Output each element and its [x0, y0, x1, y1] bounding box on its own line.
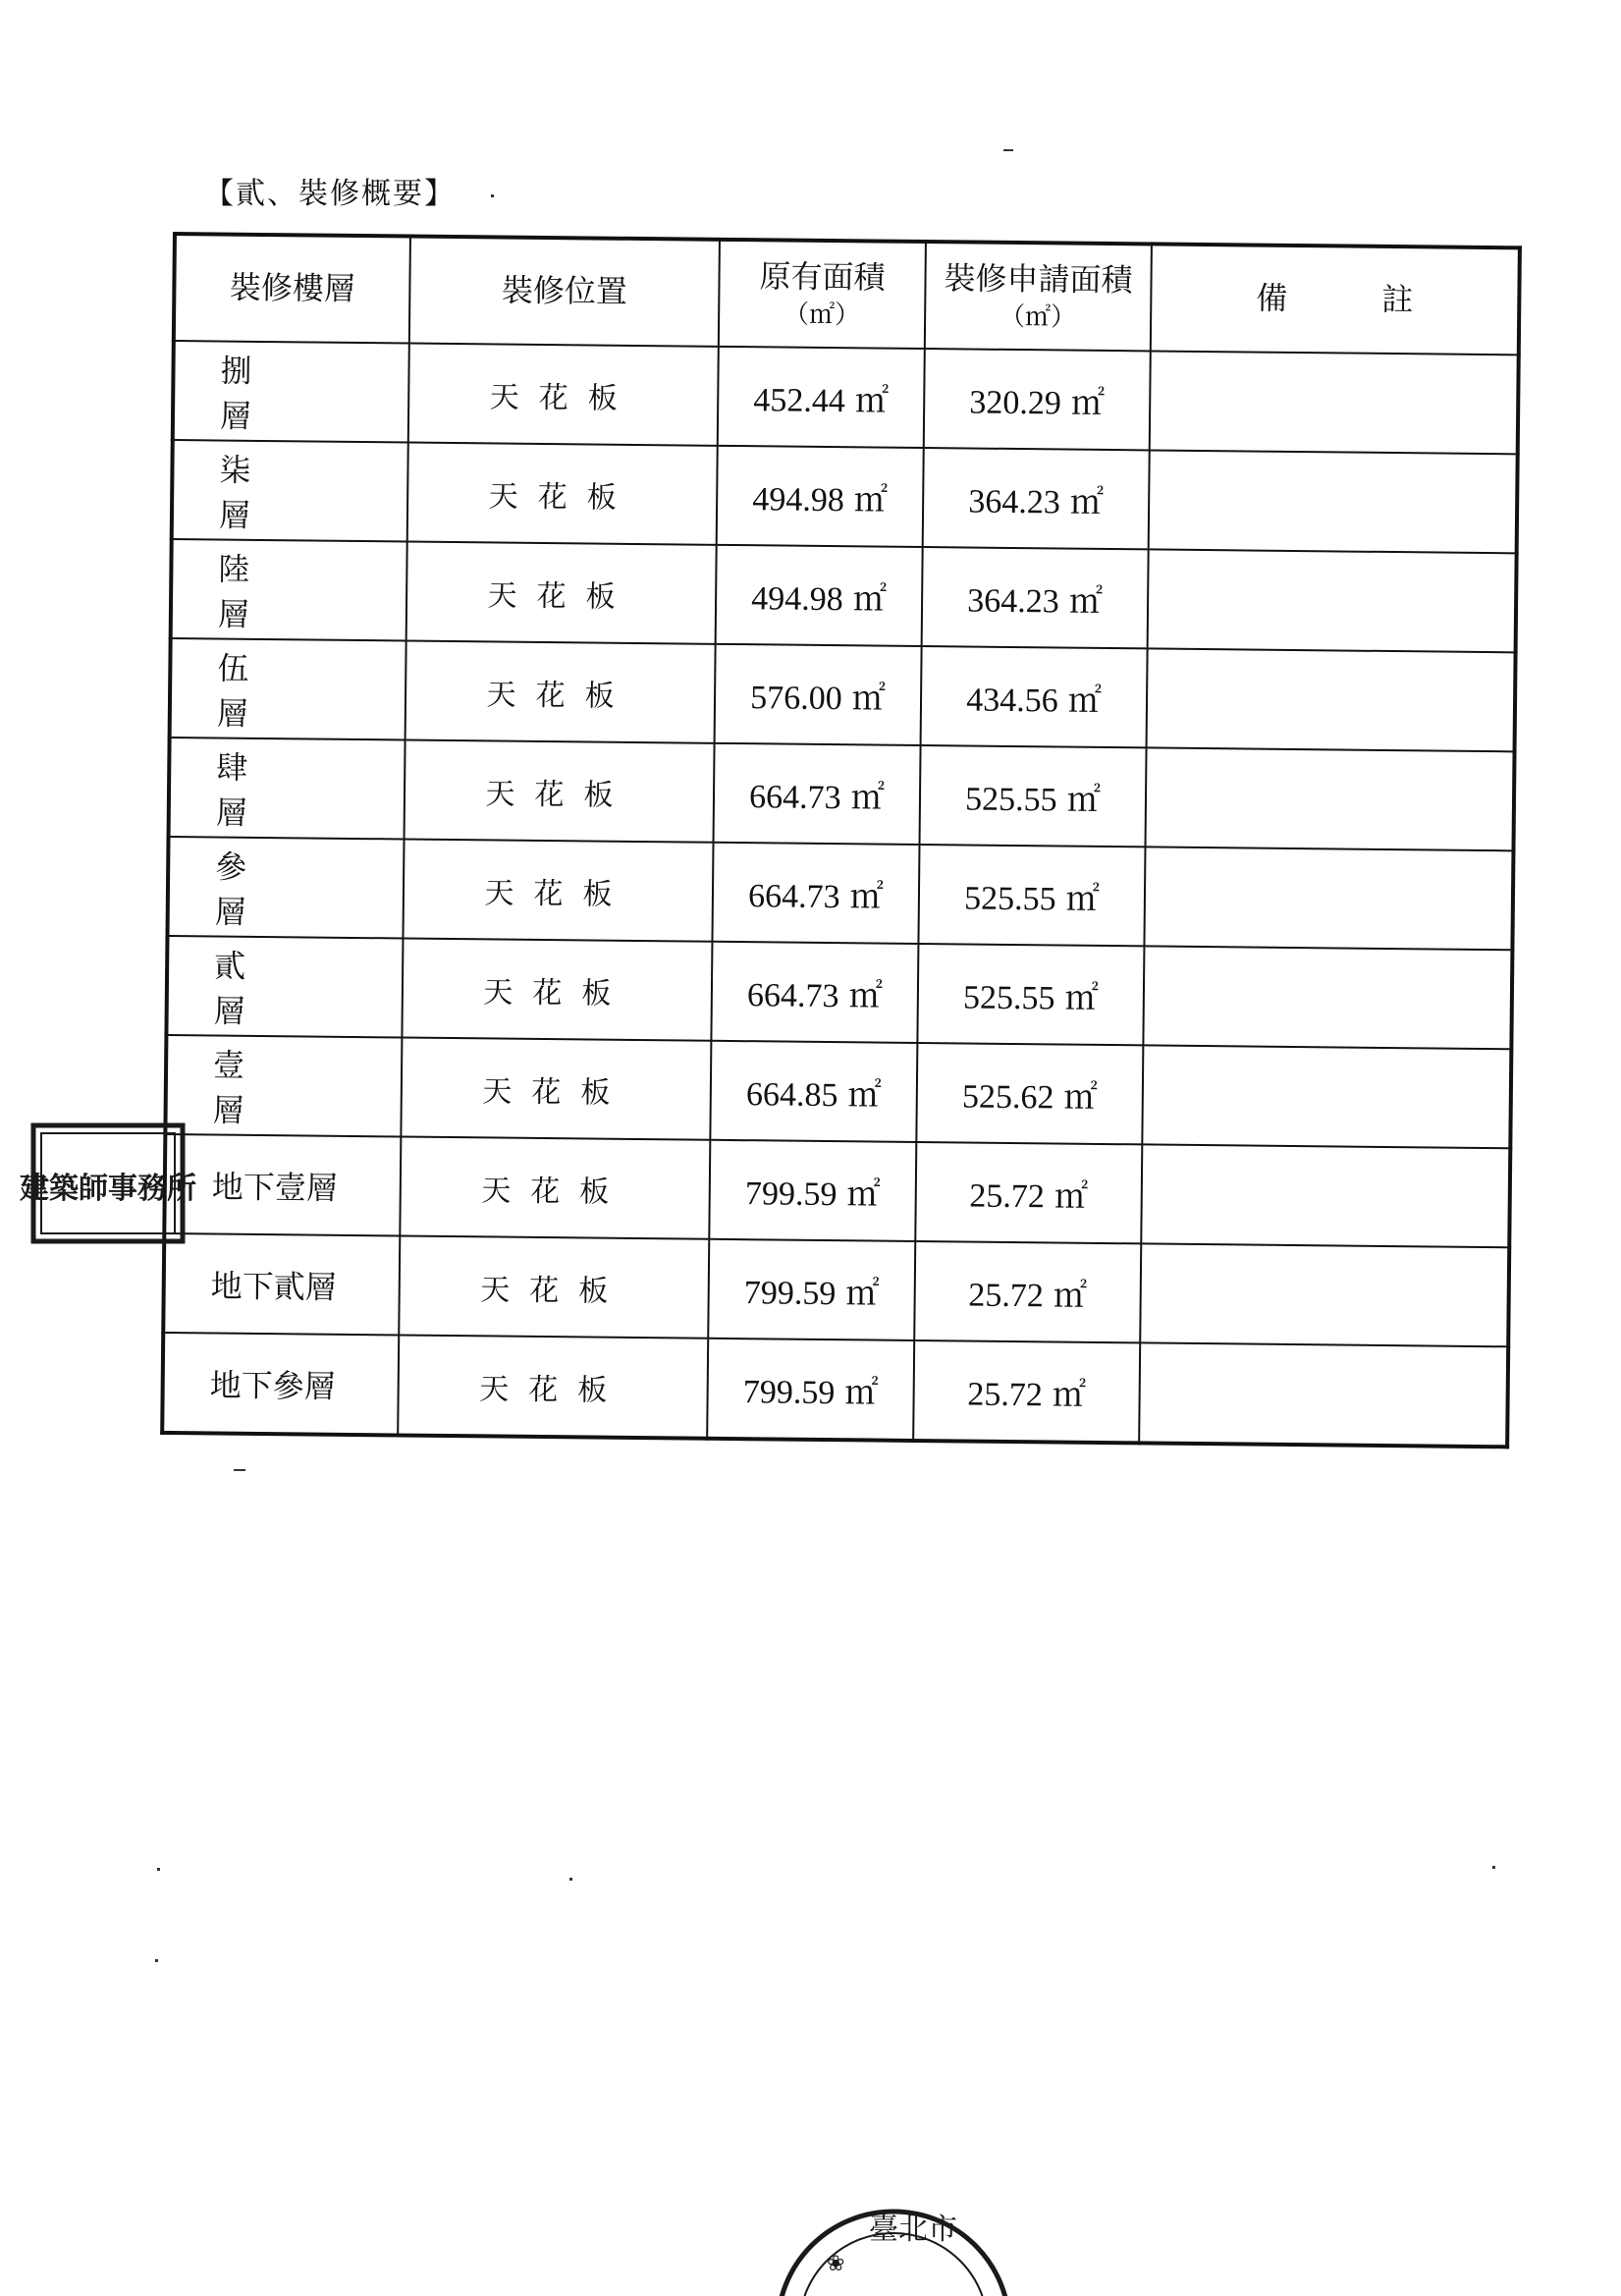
location-label: 天花板 — [482, 1073, 630, 1111]
applied-area-value: 525.55 — [962, 979, 1055, 1017]
floor-cell — [165, 1035, 402, 1137]
location-cell — [401, 1037, 711, 1139]
table-row — [165, 1035, 1511, 1148]
floor-label: 地下貳層 — [210, 1266, 337, 1306]
applied-area-value: 434.56 — [966, 682, 1058, 720]
remark-cell — [1145, 747, 1514, 850]
floor-label: 地下壹層 — [211, 1167, 339, 1207]
area-unit: ㎡ — [1066, 782, 1102, 819]
floor-cell — [173, 341, 409, 443]
floor-cell — [170, 638, 406, 740]
location-cell — [408, 344, 719, 446]
original-area-value: 664.73 — [747, 878, 840, 916]
floor-label: 地下參層 — [209, 1365, 336, 1405]
header-original-area — [719, 240, 926, 349]
original-area-value: 664.73 — [746, 977, 839, 1015]
floor-label: 肆層 — [215, 747, 358, 833]
remark-cell — [1141, 1144, 1510, 1247]
remark-cell — [1147, 648, 1516, 751]
area-unit: ㎡ — [1053, 1278, 1088, 1315]
location-label: 天花板 — [485, 776, 633, 813]
original-area-cell — [708, 1239, 915, 1340]
floor-cell — [171, 539, 407, 641]
remark-cell — [1139, 1342, 1508, 1447]
scan-speck — [1492, 1866, 1495, 1869]
table-row — [162, 1333, 1508, 1447]
area-unit: ㎡ — [845, 1276, 880, 1313]
header-applied-area-unit: （㎡） — [999, 301, 1077, 333]
scan-speck — [1003, 149, 1013, 151]
area-unit: ㎡ — [1067, 683, 1103, 720]
table-header-row — [174, 234, 1520, 355]
location-label: 天花板 — [486, 677, 634, 714]
svg-text:建築師事務所: 建築師事務所 — [20, 1172, 196, 1206]
table-row — [167, 837, 1513, 950]
applied-area-cell — [924, 349, 1151, 450]
applied-area-value: 525.62 — [961, 1078, 1054, 1117]
area-unit: ㎡ — [1068, 583, 1104, 621]
location-label: 天花板 — [487, 577, 635, 615]
original-area-cell — [714, 743, 921, 845]
header-remarks: 備 註 — [1151, 244, 1520, 355]
location-label: 天花板 — [484, 875, 632, 912]
location-cell — [399, 1235, 709, 1338]
table-row — [173, 341, 1519, 454]
original-area-value: 494.98 — [752, 481, 845, 519]
original-area-value: 799.59 — [744, 1175, 838, 1214]
city-seal-stamp — [766, 2180, 1021, 2296]
original-area-cell — [711, 942, 918, 1043]
header-applied-area-label: 裝修申請面積 — [944, 259, 1133, 300]
header-applied-area — [925, 242, 1152, 351]
area-unit: ㎡ — [846, 1176, 881, 1214]
floor-cell — [169, 738, 405, 840]
location-cell — [402, 938, 712, 1040]
remark-cell — [1143, 946, 1512, 1049]
area-unit: ㎡ — [848, 978, 883, 1015]
applied-area-cell — [914, 1241, 1141, 1342]
scan-speck — [569, 1878, 572, 1881]
area-unit: ㎡ — [1063, 1079, 1098, 1117]
area-unit: ㎡ — [1064, 980, 1099, 1017]
remark-cell — [1150, 351, 1519, 454]
applied-area-cell — [923, 448, 1150, 549]
table-row — [169, 738, 1515, 850]
applied-area-value: 320.29 — [969, 384, 1062, 422]
location-cell — [407, 443, 718, 545]
floor-label: 柒層 — [218, 451, 361, 535]
svg-text:臺北市: 臺北市 — [869, 2213, 957, 2247]
original-area-cell — [716, 545, 923, 646]
original-area-cell — [712, 843, 919, 944]
floor-cell — [163, 1233, 400, 1336]
renovation-summary-table-wrapper — [160, 232, 1518, 1449]
location-label: 天花板 — [480, 1272, 628, 1309]
area-unit: ㎡ — [847, 1077, 882, 1115]
original-area-value: 664.85 — [745, 1076, 838, 1115]
floor-cell — [167, 837, 404, 939]
original-area-value: 576.00 — [750, 680, 842, 718]
location-cell — [398, 1335, 708, 1438]
location-label: 天花板 — [488, 478, 636, 516]
scan-speck — [157, 1868, 160, 1871]
scan-speck — [491, 194, 494, 197]
location-cell — [406, 542, 717, 644]
applied-area-cell — [921, 646, 1148, 747]
table-row — [172, 440, 1518, 553]
applied-area-value: 525.55 — [963, 880, 1056, 918]
header-location: 裝修位置 — [409, 237, 720, 347]
svg-text:❀: ❀ — [827, 2252, 845, 2276]
area-unit: ㎡ — [850, 780, 886, 817]
remark-cell — [1140, 1243, 1509, 1346]
remark-cell — [1144, 847, 1513, 950]
applied-area-cell — [918, 845, 1145, 946]
header-floor: 裝修樓層 — [174, 234, 410, 344]
applied-area-cell — [915, 1142, 1142, 1243]
table-row — [164, 1134, 1510, 1247]
location-cell — [400, 1136, 710, 1238]
area-unit: ㎡ — [853, 482, 889, 519]
location-label: 天花板 — [478, 1371, 627, 1408]
applied-area-cell — [920, 745, 1147, 847]
floor-cell — [164, 1134, 401, 1236]
table-row — [166, 936, 1512, 1049]
area-unit: ㎡ — [1065, 881, 1100, 918]
original-area-cell — [718, 347, 925, 448]
applied-area-cell — [916, 1043, 1143, 1144]
area-unit: ㎡ — [849, 879, 884, 916]
remark-cell — [1142, 1045, 1511, 1148]
scan-speck — [155, 1959, 158, 1962]
table-row — [170, 638, 1516, 751]
section-heading: 【貳、裝修概要】 — [204, 177, 456, 211]
location-label: 天花板 — [489, 379, 637, 416]
original-area-cell — [715, 644, 922, 745]
table-row — [163, 1233, 1509, 1346]
applied-area-value: 525.55 — [964, 781, 1057, 819]
architect-seal-stamp — [20, 1121, 196, 1245]
original-area-value: 664.73 — [748, 779, 841, 817]
original-area-cell — [709, 1140, 916, 1241]
scan-speck — [234, 1469, 245, 1471]
area-unit: ㎡ — [1069, 484, 1105, 521]
area-unit: ㎡ — [1052, 1377, 1087, 1414]
location-label: 天花板 — [483, 974, 631, 1011]
floor-cell — [172, 440, 408, 542]
original-area-cell — [710, 1041, 917, 1142]
floor-cell — [162, 1333, 399, 1436]
floor-label: 參層 — [214, 847, 357, 932]
floor-label: 伍層 — [216, 649, 359, 734]
remark-cell — [1149, 450, 1518, 553]
area-unit: ㎡ — [851, 681, 887, 718]
area-unit: ㎡ — [852, 581, 888, 619]
area-unit: ㎡ — [1070, 385, 1106, 422]
location-cell — [405, 641, 716, 743]
floor-label: 陸層 — [217, 550, 360, 634]
remark-cell — [1148, 549, 1517, 652]
header-original-area-unit: （㎡） — [783, 300, 861, 331]
location-label: 天花板 — [481, 1173, 629, 1210]
header-original-area-label: 原有面積 — [759, 257, 886, 297]
floor-cell — [166, 936, 403, 1038]
renovation-summary-table — [160, 232, 1522, 1449]
applied-area-value: 25.72 — [969, 1177, 1046, 1216]
area-unit: ㎡ — [1054, 1178, 1089, 1216]
applied-area-cell — [917, 944, 1144, 1045]
applied-area-cell — [922, 547, 1149, 648]
applied-area-cell — [913, 1340, 1140, 1443]
original-area-value: 494.98 — [751, 580, 843, 619]
original-area-value: 452.44 — [753, 382, 846, 420]
original-area-value: 799.59 — [743, 1275, 837, 1313]
area-unit: ㎡ — [844, 1375, 879, 1412]
original-area-cell — [717, 446, 924, 547]
applied-area-value: 364.23 — [967, 582, 1059, 621]
location-cell — [405, 740, 715, 843]
applied-area-value: 25.72 — [967, 1376, 1043, 1414]
original-area-value: 799.59 — [742, 1374, 836, 1412]
applied-area-value: 364.23 — [968, 483, 1061, 521]
floor-label: 貳層 — [213, 946, 356, 1031]
floor-label: 捌層 — [219, 352, 362, 436]
location-cell — [403, 840, 713, 942]
area-unit: ㎡ — [854, 383, 890, 420]
floor-label: 壹層 — [212, 1045, 355, 1130]
original-area-cell — [707, 1339, 914, 1441]
table-row — [171, 539, 1517, 652]
applied-area-value: 25.72 — [968, 1277, 1045, 1315]
